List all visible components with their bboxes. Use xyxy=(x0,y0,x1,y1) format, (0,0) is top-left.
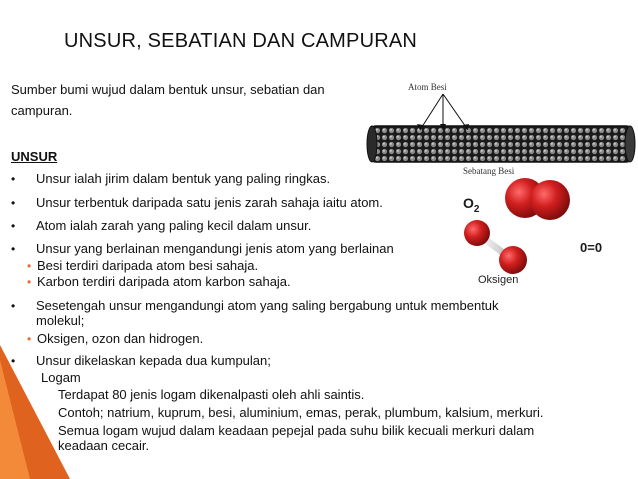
bullet-3: Atom ialah zarah yang paling kecil dalam unsur. xyxy=(36,218,312,233)
element-illustration xyxy=(360,78,638,288)
page-title: UNSUR, SEBATIAN DAN CAMPURAN xyxy=(64,30,418,52)
bullet-dot: • xyxy=(11,196,16,210)
bullet-4: Unsur yang berlainan mengandungi jenis atom yang berlainan xyxy=(36,241,394,256)
sub-bullet-oksigen: Oksigen, ozon dan hidrogen. xyxy=(37,331,204,346)
bullet-5-line1: Sesetengah unsur mengandungi atom yang saling bergabung untuk membentuk xyxy=(36,298,499,313)
bullet-dot: • xyxy=(11,299,16,313)
intro-text-line1: Sumber bumi wujud dalam bentuk unsur, sebatian dan xyxy=(11,82,325,97)
bullet-dot: • xyxy=(11,172,16,186)
o-double-bond-formula: 0=0 xyxy=(580,240,603,255)
bullet-dot: • xyxy=(11,219,16,233)
oksigen-label: Oksigen xyxy=(478,274,519,286)
iron-rod-image xyxy=(360,78,638,288)
section-heading: UNSUR xyxy=(11,149,58,164)
logam-point-3: Semua logam wujud dalam keadaan pepejal pada suhu bilik kecuali merkuri dalam xyxy=(58,423,535,438)
sub-bullet-dot: • xyxy=(27,259,32,273)
sub-bullet-karbon: Karbon terdiri daripada atom karbon sahaja. xyxy=(37,274,291,289)
bullet-dot: • xyxy=(11,354,16,368)
bullet-1: Unsur ialah jirim dalam bentuk yang paling ringkas. xyxy=(36,171,331,186)
bullet-6: Unsur dikelaskan kepada dua kumpulan; xyxy=(36,353,271,368)
logam-point-4: keadaan cecair. xyxy=(58,438,150,453)
iron-rod-label: Sebatang Besi xyxy=(463,166,515,176)
o2-formula: $O_2$ xyxy=(463,195,480,215)
intro-text-line2: campuran. xyxy=(11,103,73,118)
sub-bullet-dot: • xyxy=(27,275,32,289)
bullet-dot: • xyxy=(11,242,16,256)
sub-bullet-besi: Besi terdiri daripada atom besi sahaja. xyxy=(37,258,259,273)
logam-heading: Logam xyxy=(41,370,81,385)
logam-point-2: Contoh; natrium, kuprum, besi, aluminium, emas, perak, plumbum, kalsium, merkuri. xyxy=(58,405,544,420)
logam-point-1: Terdapat 80 jenis logam dikenalpasti oleh ahli saintis. xyxy=(58,387,365,402)
bullet-2: Unsur terbentuk daripada satu jenis zarah sahaja iaitu atom. xyxy=(36,195,383,210)
atom-besi-label: Atom Besi xyxy=(408,82,447,92)
sub-bullet-dot: • xyxy=(27,332,32,346)
bullet-5-line2: molekul; xyxy=(36,313,85,328)
